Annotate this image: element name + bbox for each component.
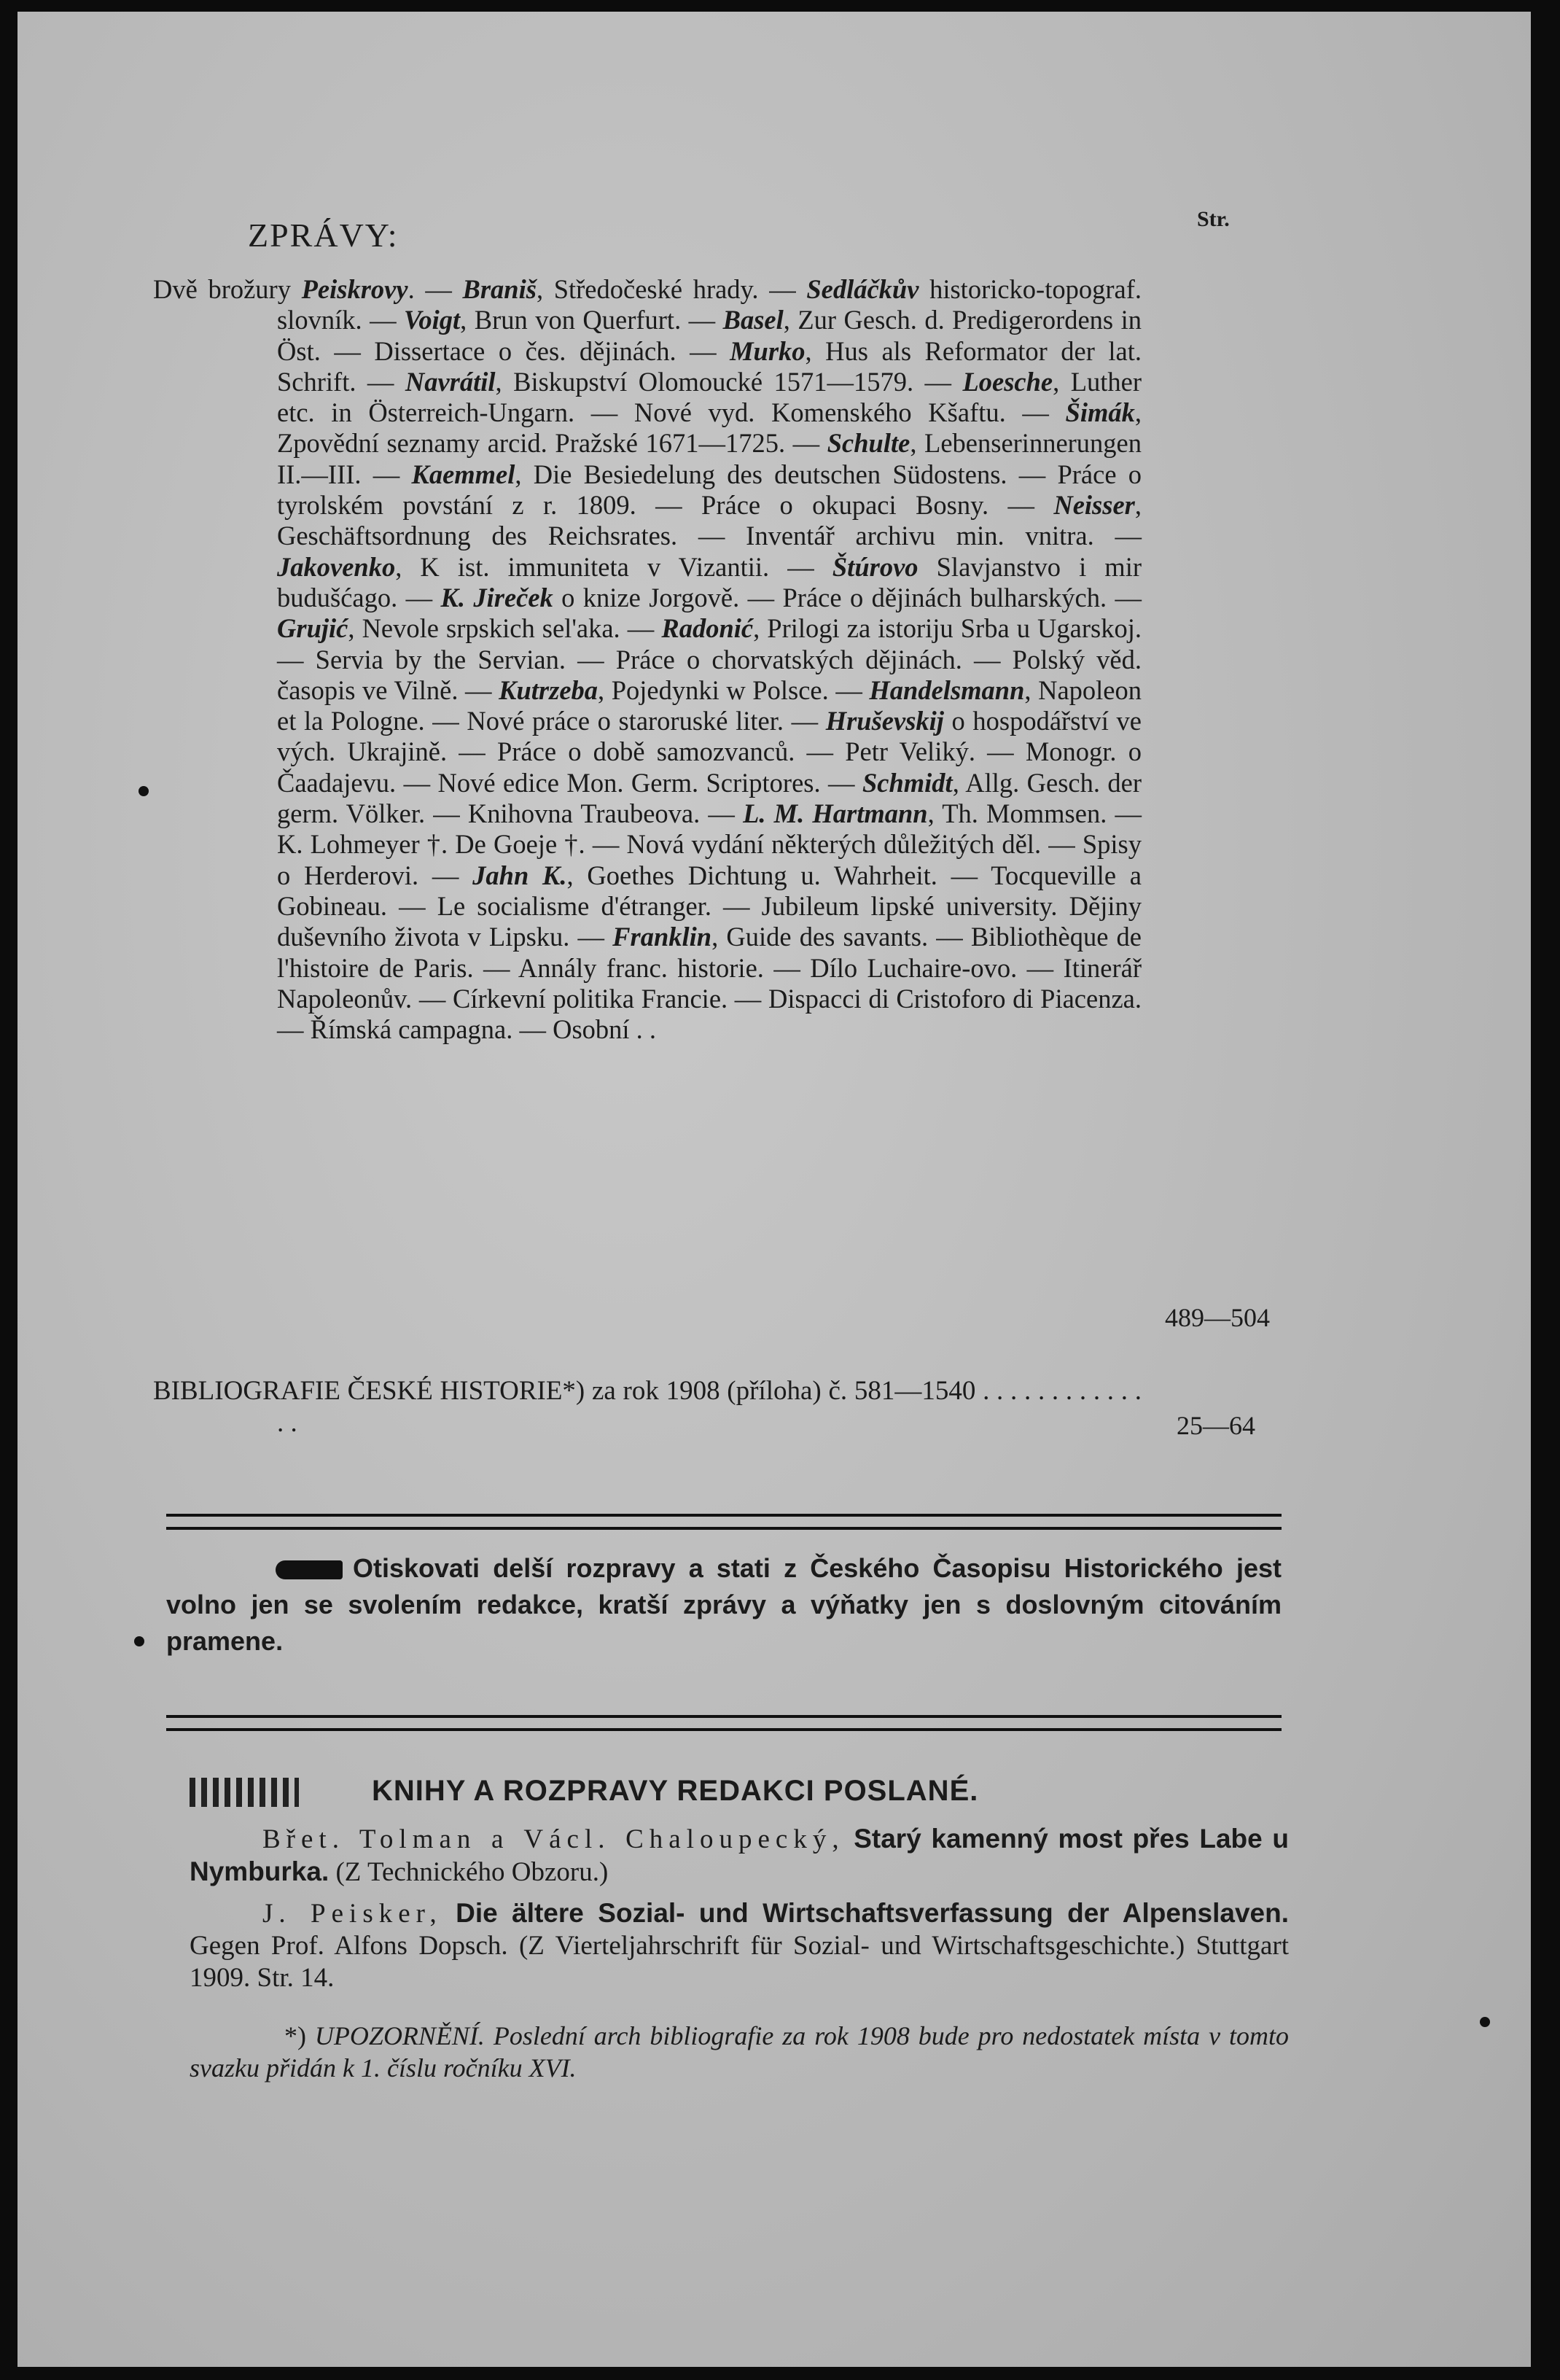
author-name: Jahn K. (472, 860, 567, 890)
double-rule-top (166, 1514, 1282, 1530)
zpravy-page-range: 489—504 (1165, 1303, 1270, 1332)
book-entry (190, 1823, 1289, 1889)
zpravy-segment: , Středočeské hrady. — (536, 274, 807, 304)
zpravy-segment: o knize Jorgově. — Práce o dějinách bulharských. — (553, 582, 1142, 612)
footnote (190, 2020, 1289, 2084)
zpravy-segment: , Goethes Dichtung u. Wahrheit. — Tocqueville a Gobineau. — Le socialisme d'étranger. — Jubileum lipské university. Dějiny duševního života v Lipsku. — (277, 860, 1142, 952)
book-details: Gegen Prof. Alfons Dopsch. (Z Vierteljahrschrift für Sozial- und Wirtschaftsgeschichte.) Stuttgart 1909. Str. 14. (190, 1931, 1289, 1993)
author-name: Murko (730, 335, 806, 366)
zpravy-segment: , Guide des savants. — Bibliothèque de l'histoire de Paris. — Annály franc. historie. — Dílo Luchaire-ovo. — Itinerář Napoleonův. — Církevní politika Francie. — Dispacci di Cristoforo di Piacenza. — Římská campagna. — Osobní . . (277, 922, 1142, 1045)
page-column-label: Str. (1197, 207, 1230, 231)
zpravy-text (153, 274, 1142, 1045)
author-name: Schmidt (862, 767, 953, 798)
zpravy-segment: , Biskupství Olomoucké 1571—1579. — (495, 366, 963, 397)
ink-speck (134, 1636, 144, 1646)
zpravy-entry (153, 274, 1142, 1045)
zpravy-segment: o hospodářství ve vých. Ukrajině. — Práce o době samozvanců. — Petr Veliký. — Monogr. o Čaadajevu. — Nové edice Mon. Germ. Scriptores. — (277, 706, 1142, 798)
author-name: Schulte (827, 428, 910, 459)
zpravy-segment: , Die Besiedelung des deutschen Südostens. — Práce o tyrolském povstání z r. 1809. — Práce o okupaci Bosny. — (277, 459, 1142, 521)
author-name: Sedláčkův (806, 274, 919, 304)
pointing-hand-icon (276, 1560, 343, 1579)
author-name: Peiskrovy (301, 274, 408, 304)
author-name: Kutrzeba (499, 674, 598, 705)
zpravy-segment: , Napoleon et la Pologne. — Nové práce o staroruské liter. — (277, 674, 1142, 736)
zpravy-segment: , Luther etc. in Österreich-Ungarn. — Nové vyd. Komenského Kšaftu. — (277, 366, 1142, 428)
author-name: Navrátil (405, 366, 496, 397)
zpravy-segment: , Allg. Gesch. der germ. Völker. — Knihovna Traubeova. — (277, 767, 1142, 829)
author-name: Basel (722, 305, 784, 335)
scanned-page (17, 12, 1531, 2367)
zpravy-segment: , K ist. immuniteta v Vizantii. — (395, 551, 832, 582)
zpravy-segment: , Hus als Reformator der lat. Schrift. — (277, 335, 1142, 397)
zpravy-segment: , Pojedynki w Polsce. — (598, 674, 870, 705)
author-name: Štúrovo (832, 551, 919, 582)
ink-speck (139, 786, 149, 796)
zpravy-segment: , Zur Gesch. d. Predigerordens in Öst. — Dissertace o čes. dějinách. — (277, 305, 1142, 366)
zpravy-segment: Slavjanstvo i mir budušćago. — (277, 551, 1142, 612)
author-name: Jakovenko (277, 551, 396, 582)
zpravy-segment: historicko-topograf. slovník. — (277, 274, 1142, 335)
book-title: Starý kamenný most přes Labe u Nymburka. (190, 1824, 1289, 1886)
zpravy-segment: . — (407, 274, 463, 304)
bibliografie-page-range: 25—64 (1177, 1411, 1255, 1440)
author-name: Braniš (462, 274, 537, 304)
copyright-notice (166, 1550, 1282, 1660)
author-name: Grujić (277, 613, 348, 644)
author-name: Hruševskij (825, 706, 944, 736)
author-name: Loesche (962, 366, 1053, 397)
book-entry (190, 1897, 1289, 1994)
book-author: Břet. Tolman a Václ. Chaloupecký, (262, 1824, 845, 1854)
books-heading-text: KNIHY A ROZPRAVY REDAKCI POSLANÉ. (372, 1775, 979, 1807)
author-name: K. Jireček (440, 582, 553, 612)
bibliografie-entry: BIBLIOGRAFIE ČESKÉ HISTORIE*) za rok 1908 (příloha) č. 581—1540 . . . . . . . . . . . . . . (153, 1376, 1142, 1438)
zpravy-segment: , Zpovědní seznamy arcid. Pražské 1671—1725. — (277, 397, 1142, 459)
zpravy-segment: , Nevole srpskich sel'aka. — (348, 613, 662, 644)
ink-speck (1480, 2017, 1490, 2027)
zpravy-segment: , Brun von Querfurt. — (460, 305, 723, 335)
book-title: Die ältere Sozial- und Wirtschaftsverfassung der Alpenslaven. (456, 1898, 1289, 1928)
contents-title: ZPRÁVY: (248, 217, 399, 254)
author-name: Neisser (1053, 490, 1135, 521)
double-rule-bottom (166, 1715, 1282, 1731)
book-details: (Z Technického Obzoru.) (329, 1857, 609, 1887)
author-name: L. M. Hartmann (743, 798, 928, 829)
notice-text: Otiskovati delší rozpravy a stati z Českého Časopisu Historického jest volno jen se svolením redakce, kratší zprávy a výňatky jen s doslovným citováním pramene. (166, 1553, 1282, 1656)
author-name: Kaemmel (411, 459, 515, 489)
footnote-mark: *) (284, 2021, 306, 2050)
zpravy-segment: , Th. Mommsen. — K. Lohmeyer †. De Goeje †. — Nová vydání některých důležitých děl. — Spisy o Herderovi. — (277, 798, 1142, 890)
author-name: Šimák (1065, 397, 1135, 428)
stamp-icon (190, 1778, 299, 1807)
author-name: Handelsmann (869, 674, 1025, 705)
books-heading (190, 1775, 1283, 1808)
footnote-text: UPOZORNĚNÍ. Poslední arch bibliografie za rok 1908 bude pro nedostatek místa v tomto svazku přidán k 1. číslu ročníku XVI. (190, 2021, 1289, 2082)
author-name: Voigt (404, 305, 461, 335)
zpravy-segment: , Geschäftsordnung des Reichsrates. — Inventář archivu min. vnitra. — (277, 490, 1142, 551)
zpravy-segment: , Lebenserinnerungen II.—III. — (277, 428, 1142, 489)
zpravy-segment: Dvě brožury (153, 274, 302, 304)
author-name: Franklin (612, 922, 712, 952)
author-name: Radonić (661, 613, 754, 644)
zpravy-segment: , Prilogi za istoriju Srba u Ugarskoj. — Servia by the Servian. — Práce o chorvatských dějinách. — Polský věd. časopis ve Vilně. — (277, 613, 1142, 705)
book-author: J. Peisker, (262, 1899, 442, 1929)
